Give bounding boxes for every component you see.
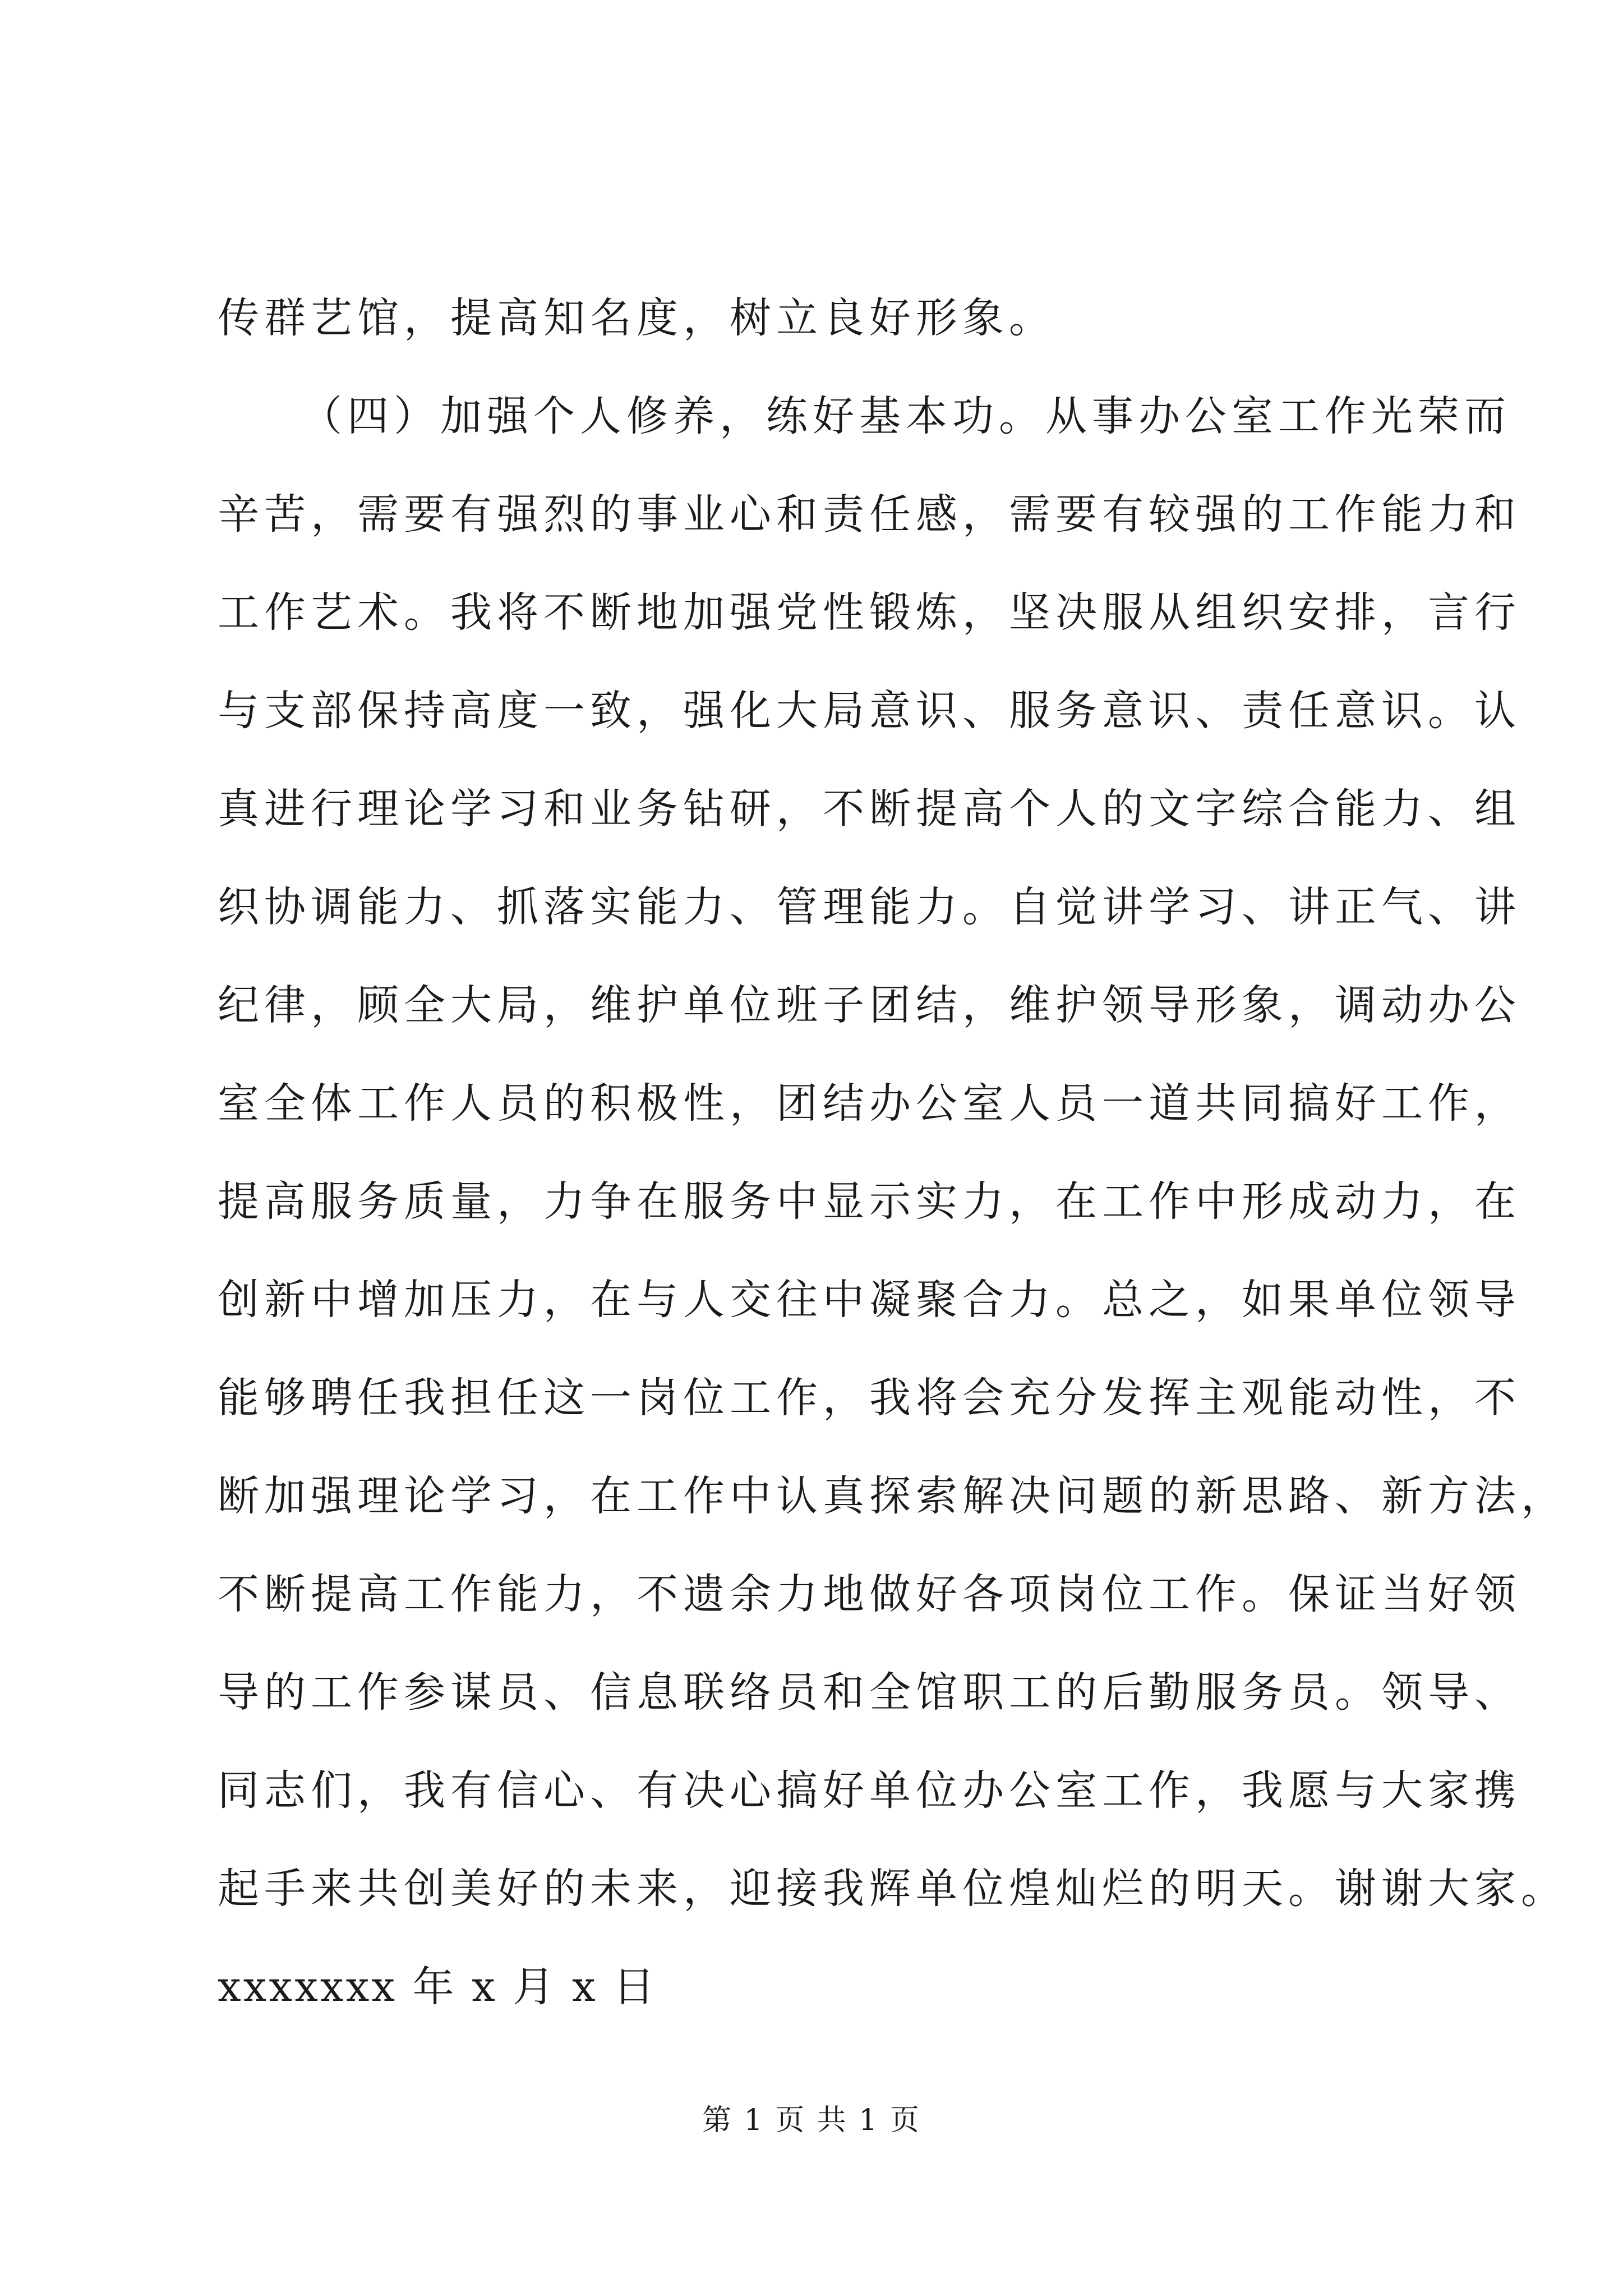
- paragraph-line: 不断提高工作能力，不遗余力地做好各项岗位工作。保证当好领: [218, 1570, 1521, 1618]
- paragraph-line: 辛苦，需要有强烈的事业心和责任感，需要有较强的工作能力和: [218, 490, 1521, 539]
- document-date: xxxxxxx 年 x 月 x 日: [218, 1963, 657, 2011]
- paragraph-line: 同志们，我有信心、有决心搞好单位办公室工作，我愿与大家携: [218, 1766, 1521, 1815]
- paragraph-line: （四）加强个人修养，练好基本功。从事办公室工作光荣而: [301, 392, 1511, 440]
- paragraph-line: 传群艺馆，提高知名度，树立良好形象。: [218, 294, 1055, 342]
- paragraph-line: 与支部保持高度一致，强化大局意识、服务意识、责任意识。认: [218, 687, 1521, 735]
- paragraph-line: 能够聘任我担任这一岗位工作，我将会充分发挥主观能动性，不: [218, 1374, 1521, 1422]
- paragraph-line: 起手来共创美好的未来，迎接我辉单位煌灿烂的明天。谢谢大家。: [218, 1865, 1567, 1913]
- paragraph-line: 室全体工作人员的积极性，团结办公室人员一道共同搞好工作，: [218, 1079, 1521, 1128]
- paragraph-line: 导的工作参谋员、信息联络员和全馆职工的后勤服务员。领导、: [218, 1668, 1521, 1717]
- paragraph-line: 提高服务质量，力争在服务中显示实力，在工作中形成动力，在: [218, 1177, 1521, 1226]
- page-footer: 第 1 页 共 1 页: [702, 2104, 921, 2137]
- paragraph-line: 创新中增加压力，在与人交往中凝聚合力。总之，如果单位领导: [218, 1276, 1521, 1324]
- paragraph-line: 纪律，顾全大局，维护单位班子团结，维护领导形象，调动办公: [218, 981, 1521, 1029]
- body-text: [218, 269, 1567, 2036]
- paragraph-line: 断加强理论学习，在工作中认真探索解决问题的新思路、新方法，: [218, 1472, 1567, 1520]
- paragraph-line: 织协调能力、抓落实能力、管理能力。自觉讲学习、讲正气、讲: [218, 883, 1521, 931]
- paragraph-line: 工作艺术。我将不断地加强党性锻炼，坚决服从组织安排，言行: [218, 588, 1521, 637]
- paragraph-line: 真进行理论学习和业务钻研，不断提高个人的文字综合能力、组: [218, 785, 1521, 833]
